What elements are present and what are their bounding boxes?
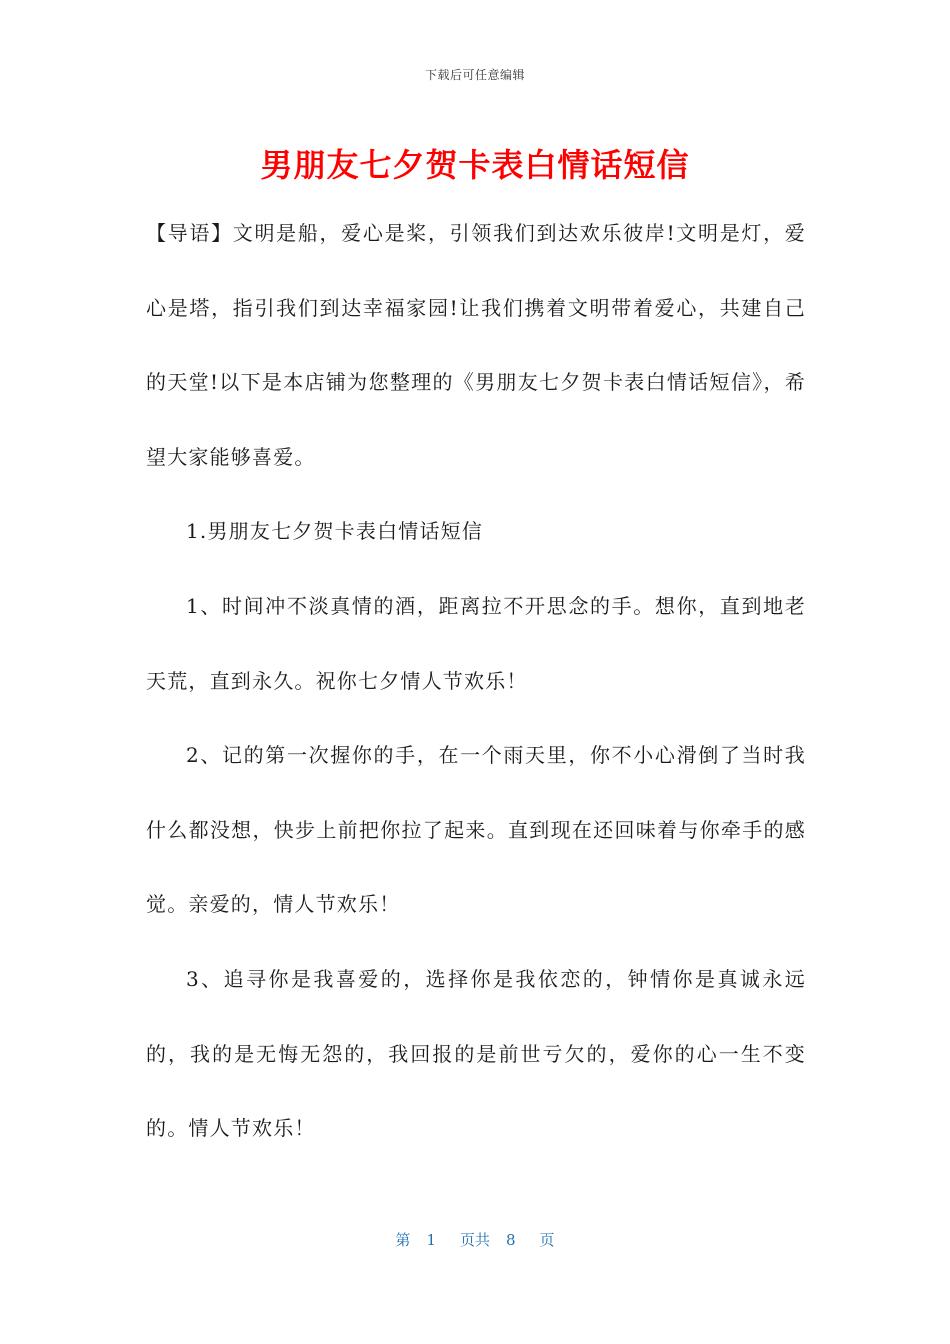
footer-suffix: 页 <box>539 1231 555 1249</box>
header-note: 下载后可任意编辑 <box>424 68 525 82</box>
document-body <box>146 196 806 1166</box>
document-title: 男朋友七夕贺卡表白情话短信 <box>260 146 690 184</box>
footer-middle: 页共 <box>459 1231 490 1249</box>
message-paragraph-2: 2、记的第一次握你的手，在一个雨天里，你不小心滑倒了当时我什么都没想，快步上前把你拉了起来。直到现在还回味着与你牵手的感觉。亲爱的，情人节欢乐！ <box>146 743 806 917</box>
intro-paragraph: 【导语】文明是船，爱心是桨，引领我们到达欢乐彼岸!文明是灯，爱心是塔，指引我们到达幸福家园!让我们携着文明带着爱心，共建自己的天堂!以下是本店铺为您整理的《男朋友七夕贺卡表白情话短信》，希望大家能够喜爱。 <box>146 221 806 469</box>
section-heading: 1.男朋友七夕贺卡表白情话短信 <box>186 519 484 544</box>
page-footer <box>0 1229 950 1250</box>
footer-page-number: 1 <box>426 1231 436 1249</box>
message-paragraph-1: 1、时间冲不淡真情的酒，距离拉不开思念的手。想你，直到地老天荒，直到永久。祝你七夕情人节欢乐！ <box>146 593 806 693</box>
footer-total-pages: 8 <box>506 1231 516 1249</box>
footer-prefix: 第 <box>395 1231 411 1249</box>
message-paragraph-3: 3、追寻你是我喜爱的，选择你是我依恋的，钟情你是真诚永远的，我的是无悔无怨的，我回报的是前世亏欠的，爱你的心一生不变的。情人节欢乐！ <box>146 966 806 1141</box>
